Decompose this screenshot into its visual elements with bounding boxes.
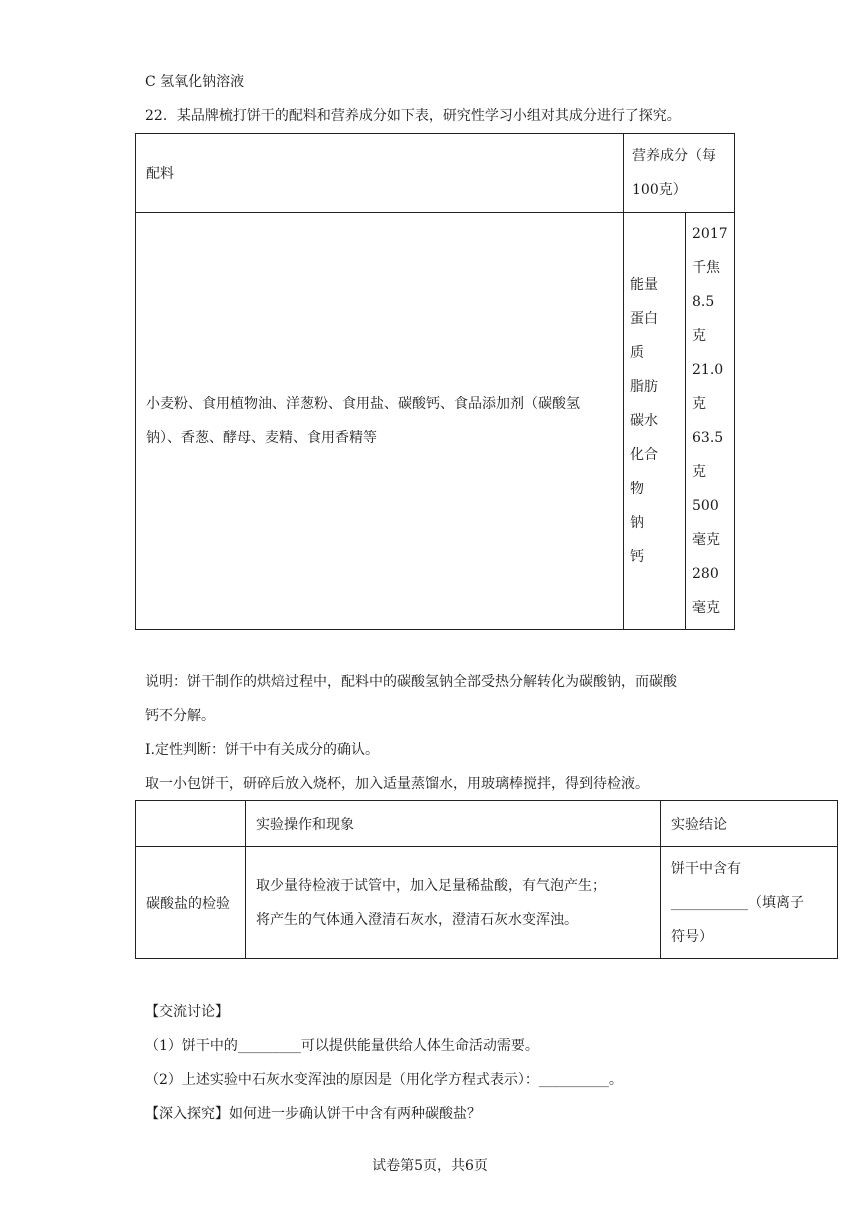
nutrient-names-cell xyxy=(624,213,686,630)
section-qualitative: I.定性判断：饼干中有关成分的确认。 xyxy=(145,742,379,758)
note-line2: 钙不分解。 xyxy=(145,708,215,724)
carbonate-test-label: 碳酸盐的检验 xyxy=(136,847,246,959)
carbonate-test-table xyxy=(135,800,838,959)
operation-line1: 取少量待检液于试管中，加入足量稀盐酸，有气泡产生； xyxy=(256,877,606,894)
nutrient-values-cell xyxy=(686,213,735,630)
nutrition-header-cell xyxy=(624,134,735,213)
nutrient-value: 8.5 xyxy=(692,294,715,310)
nutrient-name: 物 xyxy=(630,481,644,497)
discussion-question-1: （1）饼干中的_________可以提供能量供给人体生命活动需要。 xyxy=(145,1038,539,1054)
conclusion-cell xyxy=(661,847,838,959)
conclusion-blank-line: ___________（填离子 xyxy=(671,894,804,911)
nutrient-value: 毫克 xyxy=(692,532,720,548)
nutrient-name: 能量 xyxy=(630,277,658,293)
conclusion-header: 实验结论 xyxy=(661,801,838,847)
previous-option-c: C 氢氧化钠溶液 xyxy=(145,74,245,90)
operation-line2: 将产生的气体通入澄清石灰水，澄清石灰水变浑浊。 xyxy=(256,911,578,928)
discussion-heading: 【交流讨论】 xyxy=(145,1004,229,1020)
nutrient-name: 质 xyxy=(630,345,644,361)
nutrient-value: 63.5 xyxy=(692,430,724,446)
page-footer: 试卷第5页，共6页 xyxy=(372,1158,488,1174)
nutrient-name: 钙 xyxy=(630,549,644,565)
nutrient-value: 280 xyxy=(692,566,719,582)
nutrient-name: 蛋白 xyxy=(630,311,658,327)
operation-cell xyxy=(246,847,661,959)
operation-header: 实验操作和现象 xyxy=(246,801,661,847)
nutrient-value: 500 xyxy=(692,498,719,514)
nutrition-header-line1: 营养成分（每 xyxy=(632,148,716,164)
nutrient-value: 毫克 xyxy=(692,600,720,616)
nutrient-names-list xyxy=(630,268,679,574)
ingredients-line1: 小麦粉、食用植物油、洋葱粉、食用盐、碳酸钙、食品添加剂（碳酸氢 xyxy=(146,396,580,412)
ingredients-line2: 钠）、香葱、酵母、麦精、食用香精等 xyxy=(146,430,377,446)
nutrient-value: 21.0 xyxy=(692,362,724,378)
procedure-text: 取一小包饼干，研碎后放入烧杯，加入适量蒸馏水，用玻璃棒搅拌，得到待检液。 xyxy=(145,776,649,792)
ingredients-header-cell xyxy=(136,134,624,213)
nutrition-header-line2: 100克） xyxy=(632,182,687,198)
nutrient-name: 碳水 xyxy=(630,413,658,429)
nutrient-value: 千焦 xyxy=(692,260,720,276)
question-22-intro: 22．某品牌梳打饼干的配料和营养成分如下表，研究性学习小组对其成分进行了探究。 xyxy=(145,108,681,124)
ingredients-cell xyxy=(136,213,624,630)
nutrient-value: 克 xyxy=(692,328,706,344)
note-line1: 说明：饼干制作的烘焙过程中，配料中的碳酸氢钠全部受热分解转化为碳酸钠，而碳酸 xyxy=(145,674,677,690)
conclusion-line3: 符号） xyxy=(671,928,713,945)
nutrient-value: 克 xyxy=(692,396,706,412)
blank-header-cell xyxy=(136,801,246,847)
nutrient-value: 克 xyxy=(692,464,706,480)
nutrient-values-list xyxy=(692,217,728,625)
nutrient-name: 化合 xyxy=(630,447,658,463)
conclusion-line1: 饼干中含有 xyxy=(671,860,741,877)
ingredients-header: 配料 xyxy=(146,166,174,182)
nutrient-name: 脂肪 xyxy=(630,379,658,395)
nutrient-name: 钠 xyxy=(630,515,644,531)
ingredients-nutrition-table xyxy=(135,133,735,630)
nutrient-value: 2017 xyxy=(692,226,728,242)
deep-inquiry: 【深入探究】如何进一步确认饼干中含有两种碳酸盐？ xyxy=(145,1106,481,1122)
discussion-question-2: （2）上述实验中石灰水变浑浊的原因是（用化学方程式表示）：__________。 xyxy=(145,1072,623,1088)
